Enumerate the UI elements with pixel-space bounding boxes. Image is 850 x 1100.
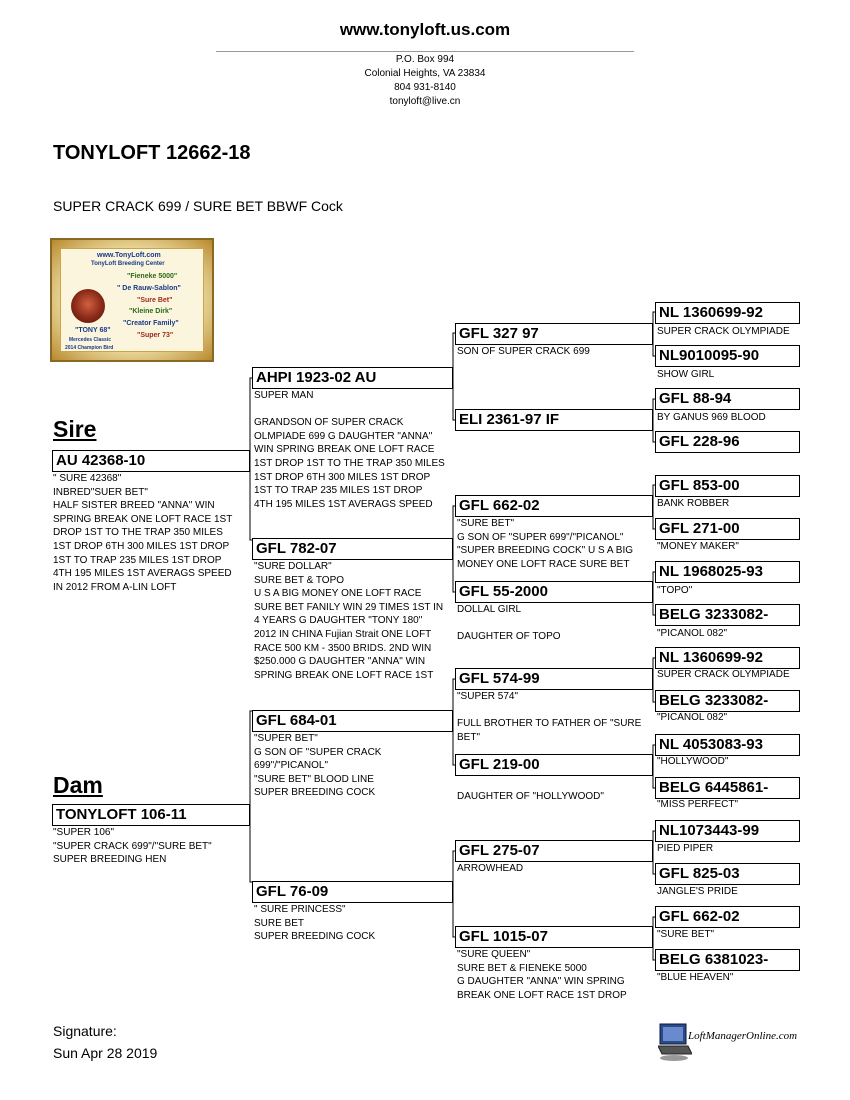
gen2-id-box: AHPI 1923-02 AU — [252, 367, 453, 389]
address-line-3: 804 931-8140 — [394, 82, 456, 93]
gen4-info: PIED PIPER — [657, 843, 714, 854]
gen4-info: "SURE BET" — [657, 929, 715, 940]
gen4-id-box: NL 1360699-92 — [655, 647, 800, 669]
gen3-id-box: GFL 327 97 — [455, 323, 653, 345]
gen2-id-box: GFL 76-09 — [252, 881, 453, 903]
gen4-info: BY GANUS 969 BLOOD — [657, 412, 766, 423]
logo-line: "Fieneke 5000" — [127, 273, 178, 280]
gen4-info: "PICANOL 082" — [657, 628, 728, 639]
gen4-id-box: GFL 825-03 — [655, 863, 800, 885]
address-line-2: Colonial Heights, VA 23834 — [364, 68, 486, 79]
gen2-id-box: GFL 782-07 — [252, 538, 453, 560]
gen3-info: "SUPER 574" FULL BROTHER TO FATHER OF "SURE BET" — [457, 691, 642, 743]
gen4-info: BANK ROBBER — [657, 498, 730, 509]
gen4-info: "BLUE HEAVEN" — [657, 972, 734, 983]
logo-line: "Super 73" — [137, 332, 174, 339]
gen4-id-box: GFL 853-00 — [655, 475, 800, 497]
gen3-info: "SURE QUEEN" SURE BET & FIENEKE 5000 G DAUGHTER "ANNA" WIN SPRING BREAK ONE LOFT RACE 1ST DROP — [457, 949, 627, 1001]
gen4-id-box: GFL 271-00 — [655, 518, 800, 540]
gen4-info: JANGLE'S PRIDE — [657, 886, 738, 897]
laptop-icon — [658, 1020, 692, 1064]
gen3-info: ARROWHEAD — [457, 863, 524, 874]
website-url: www.tonyloft.us.com — [339, 20, 511, 39]
dam-info: "SUPER 106" "SUPER CRACK 699"/"SURE BET" SUPER BREEDING HEN — [53, 827, 212, 866]
gen4-info: "TOPO" — [657, 585, 693, 596]
gen4-id-box: BELG 6445861- — [655, 777, 800, 799]
gen2-id-box: GFL 684-01 — [252, 710, 453, 732]
logo-caption: 2014 Champion Bird — [65, 345, 114, 351]
gen3-id-box: GFL 574-99 — [455, 668, 653, 690]
gen4-info: "MONEY MAKER" — [657, 541, 739, 552]
gen4-id-box: NL1073443-99 — [655, 820, 800, 842]
gen4-info: SUPER CRACK OLYMPIADE — [657, 669, 790, 680]
gen4-id-box: NL9010095-90 — [655, 345, 800, 367]
gen2-info: SUPER MAN GRANDSON OF SUPER CRACK OLMPIADE 699 G DAUGHTER "ANNA" WIN SPRING BREAK ONE LOFT RACE 1ST DROP 1ST TO THE TRAP 350 MILES 1ST DROP 6TH 300 MILES 1ST DROP 1ST TO TRAP 235 MILES 1ST DROP 4TH 195 MILES 1ST AVERAGS SPEED — [254, 390, 445, 510]
gen3-id-box: GFL 55-2000 — [455, 581, 653, 603]
gen2-info: "SUPER BET" G SON OF "SUPER CRACK 699"/"PICANOL" "SURE BET" BLOOD LINE SUPER BREEDING COCK — [254, 733, 382, 799]
gen4-id-box: NL 4053083-93 — [655, 734, 800, 756]
gen2-info: "SURE DOLLAR" SURE BET & TOPO U S A BIG MONEY ONE LOFT RACE SURE BET FANILY WIN 29 TIMES 1ST IN 4 YEARS G DAUGHTER "TONY 180" 2012 IN CHINA Fujian Strait ONE LOFT RACE 500 KM - 3500 BRIDS. 2ND WIN $250.000 G DAUGHTER "ANNA" WIN SPRING BREAK ONE LOFT RACE 1ST — [254, 561, 444, 681]
gen3-id-box: GFL 219-00 — [455, 754, 653, 776]
gen3-info: DAUGHTER OF "HOLLYWOOD" — [457, 790, 604, 802]
signature-label: Signature: — [53, 1023, 117, 1039]
gen3-id-box: GFL 662-02 — [455, 495, 653, 517]
sire-info: " SURE 42368" INBRED"SUER BET" HALF SISTER BREED "ANNA" WIN SPRING BREAK ONE LOFT RACE 1ST DROP 1ST TO THE TRAP 350 MILES 1ST DROP 6TH 300 MILES 1ST DROP 1ST TO TRAP 235 MILES 1ST DROP 4TH 195 MILES 1ST AVERAGS SPEED IN 2012 FROM A-LIN LOFT — [53, 473, 233, 593]
gen4-id-box: BELG 6381023- — [655, 949, 800, 971]
gen4-info: "MISS PERFECT" — [657, 799, 738, 810]
dam-id-box: TONYLOFT 106-11 — [52, 804, 250, 826]
logo-line: " De Rauw-Sablon" — [117, 285, 181, 292]
gen3-info: SON OF SUPER CRACK 699 — [457, 346, 590, 357]
gen3-id-box: GFL 1015-07 — [455, 926, 653, 948]
gen4-id-box: GFL 88-94 — [655, 388, 800, 410]
logo-caption: Mercedes Classic — [69, 337, 111, 343]
pigeon-title: TONYLOFT 12662-18 — [53, 142, 251, 164]
loftmanager-logo — [658, 1020, 798, 1064]
pigeon-subtitle: SUPER CRACK 699 / SURE BET BBWF Cock — [53, 198, 343, 214]
logo-line: www.TonyLoft.com — [97, 252, 161, 259]
logo-line: "Kleine Dirk" — [129, 308, 173, 315]
logo-caption: "TONY 68" — [75, 327, 111, 334]
print-date: Sun Apr 28 2019 — [53, 1045, 158, 1061]
logo-line: "Sure Bet" — [137, 297, 173, 304]
logo-line: "Creator Family" — [123, 320, 179, 327]
gen4-id-box: BELG 3233082- — [655, 690, 800, 712]
address-line-4: tonyloft@live.cn — [389, 96, 461, 107]
sire-label: Sire — [53, 416, 97, 442]
gen3-info: "SURE BET" G SON OF "SUPER 699"/"PICANOL" "SUPER BREEDING COCK" U S A BIG MONEY ONE LOFT RACE SURE BET — [457, 518, 634, 570]
gen4-info: "HOLLYWOOD" — [657, 756, 729, 767]
dam-label: Dam — [53, 772, 103, 798]
gen4-info: "PICANOL 082" — [657, 712, 728, 723]
gen4-info: SHOW GIRL — [657, 369, 715, 380]
gen3-id-box: GFL 275-07 — [455, 840, 653, 862]
address-line-1: P.O. Box 994 — [395, 54, 455, 65]
gen3-id-box: ELI 2361-97 IF — [455, 409, 653, 431]
loftmanager-brand: LoftManagerOnline.com — [688, 1030, 798, 1042]
gen4-id-box: GFL 228-96 — [655, 431, 800, 453]
gen4-id-box: NL 1360699-92 — [655, 302, 800, 324]
gen4-info: SUPER CRACK OLYMPIADE — [657, 326, 790, 337]
logo-line: TonyLoft Breeding Center — [91, 261, 165, 267]
gen2-info: " SURE PRINCESS" SURE BET SUPER BREEDING COCK — [254, 904, 376, 943]
sire-id-box: AU 42368-10 — [52, 450, 250, 472]
gen4-id-box: NL 1968025-93 — [655, 561, 800, 583]
gen4-id-box: GFL 662-02 — [655, 906, 800, 928]
gen4-id-box: BELG 3233082- — [655, 604, 800, 626]
gen3-info: DOLLAL GIRL DAUGHTER OF TOPO — [457, 604, 561, 643]
